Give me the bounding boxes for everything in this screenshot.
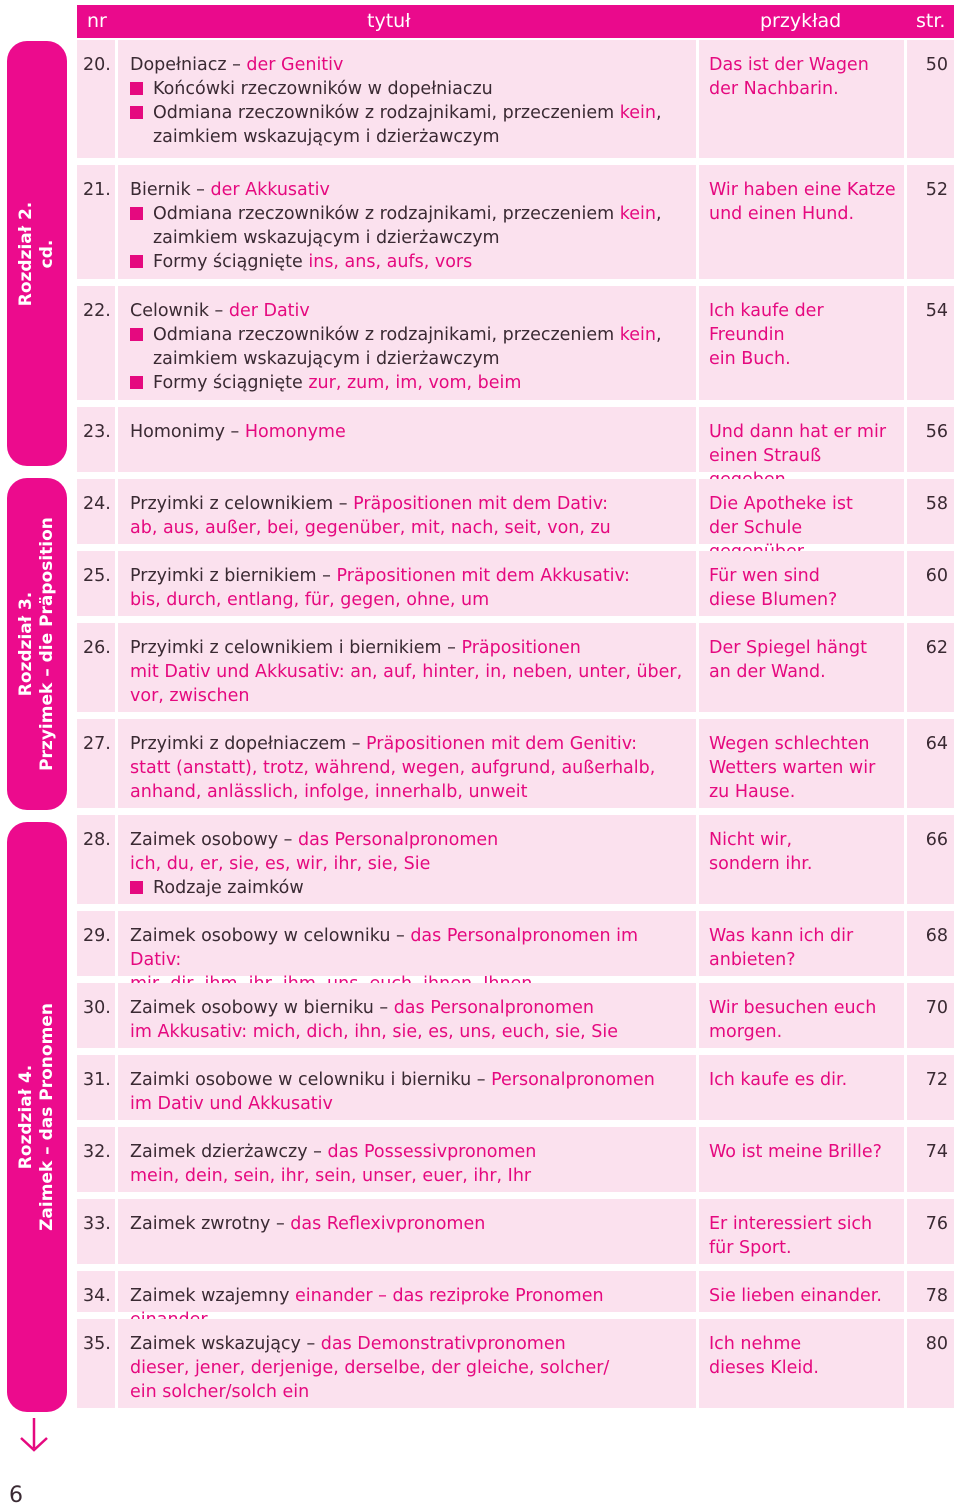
row-example [699, 815, 904, 904]
row-example [699, 1127, 904, 1192]
title-line [130, 202, 686, 226]
example-line: der Nachbarin. [709, 79, 839, 99]
example-line: Ich kaufe der Freundin [709, 301, 824, 345]
title-text-de: kein [619, 325, 656, 345]
title-line [130, 125, 686, 149]
example-line: Wir haben eine Katze [709, 180, 896, 200]
example-line: Wir besuchen euch [709, 998, 877, 1018]
table-row [77, 1127, 954, 1192]
chapter-tab-4-title: Rozdział 4. [16, 1064, 36, 1170]
row-number: 32. [77, 1127, 115, 1192]
title-line [130, 996, 686, 1020]
table-row [77, 1199, 954, 1264]
title-text-pl: Formy ściągnięte [153, 373, 309, 393]
page-number: 6 [9, 1483, 23, 1508]
example-line: Das ist der Wagen [709, 55, 869, 75]
example-line: sondern ihr. [709, 854, 813, 874]
example-line: Ich nehme [709, 1334, 802, 1354]
row-number: 31. [77, 1055, 115, 1120]
contents-table [77, 40, 954, 1415]
example-line: Wo ist meine Brille? [709, 1142, 882, 1162]
row-title [118, 1199, 696, 1264]
title-text-pl: , [656, 103, 662, 123]
title-text-de: mit Dativ und Akkusativ: an, auf, hinter, in, neben, unter, über, [130, 662, 683, 682]
table-row [77, 911, 954, 976]
title-text-pl: Formy ściągnięte [153, 252, 309, 272]
title-text-pl: Zaimek osobowy w bierniku – [130, 998, 394, 1018]
row-page: 54 [907, 286, 954, 400]
example-line: Und dann hat er mir [709, 422, 887, 442]
title-line [130, 1380, 686, 1404]
row-example [699, 719, 904, 808]
example-line: einen Strauß [709, 446, 822, 466]
title-text-pl: Biernik – [130, 180, 211, 200]
title-text-de: der Dativ [228, 301, 310, 321]
arrow-down-icon [17, 1418, 51, 1454]
title-line [130, 347, 686, 371]
header-przyklad: przykład [760, 10, 842, 32]
title-line [130, 924, 686, 972]
bullet-square-icon [130, 106, 143, 119]
example-line: Wegen schlechten [709, 734, 870, 754]
title-text-de: ins, ans, aufs, vors [308, 252, 473, 272]
title-line [130, 828, 686, 852]
header-tytul: tytuł [367, 10, 411, 32]
title-line [130, 1068, 686, 1092]
title-text-de: ein solcher/solch ein [130, 1382, 310, 1402]
chapter-tab-2 [7, 41, 67, 466]
title-text-de: Personalpronomen [491, 1070, 655, 1090]
example-line: Sie lieben einander. [709, 1286, 882, 1306]
example-line: morgen. [709, 1022, 783, 1042]
table-row [77, 623, 954, 712]
chapter-tab-2-subtitle: cd. [37, 239, 57, 268]
example-line: Ich kaufe es dir. [709, 1070, 848, 1090]
row-number: 25. [77, 551, 115, 616]
row-number: 29. [77, 911, 115, 976]
example-line: an der Wand. [709, 662, 826, 682]
title-text-pl: , [656, 204, 662, 224]
bullet-square-icon [130, 376, 143, 389]
row-number: 22. [77, 286, 115, 400]
row-page: 62 [907, 623, 954, 712]
title-line [130, 780, 686, 804]
title-text-pl: Zaimek osobowy w celowniku – [130, 926, 411, 946]
row-example [699, 1199, 904, 1264]
title-text-de: zur, zum, im, vom, beim [308, 373, 522, 393]
example-line: Die Apotheke ist [709, 494, 853, 514]
row-page: 74 [907, 1127, 954, 1192]
row-number: 21. [77, 165, 115, 279]
title-text-de: der Akkusativ [210, 180, 330, 200]
title-text-pl: Zaimek zwrotny – [130, 1214, 291, 1234]
title-line [130, 636, 686, 660]
title-line [130, 250, 686, 274]
row-title [118, 815, 696, 904]
title-text-pl: Dopełniacz – [130, 55, 247, 75]
title-text-de: statt (anstatt), trotz, während, wegen, aufgrund, außerhalb, [130, 758, 656, 778]
title-line [130, 516, 686, 540]
title-text-pl: zaimkiem wskazującym i dzierżawczym [153, 349, 500, 369]
row-title [118, 479, 696, 544]
row-page: 66 [907, 815, 954, 904]
title-line [130, 1140, 686, 1164]
row-page: 70 [907, 983, 954, 1048]
row-number: 23. [77, 407, 115, 472]
table-row [77, 407, 954, 472]
title-line [130, 1020, 686, 1044]
title-text-de: einander – das reziproke Pronomen [295, 1286, 604, 1306]
title-line [130, 756, 686, 780]
title-text-pl: Zaimki osobowe w celowniku i bierniku – [130, 1070, 492, 1090]
title-text-pl: Rodzaje zaimków [153, 878, 304, 898]
example-line: Wetters warten wir [709, 758, 876, 778]
row-title [118, 551, 696, 616]
row-title [118, 1055, 696, 1120]
title-line [130, 1356, 686, 1380]
table-row [77, 1271, 954, 1312]
row-title [118, 623, 696, 712]
title-line [130, 226, 686, 250]
example-line: dieses Kleid. [709, 1358, 819, 1378]
chapter-tab-4-subtitle: Zaimek – das Pronomen [37, 1003, 57, 1231]
table-row [77, 1319, 954, 1408]
row-example [699, 1271, 904, 1312]
title-line [130, 77, 686, 101]
example-line: zu Hause. [709, 782, 796, 802]
chapter-tab-3-subtitle: Przyimek – die Präposition [37, 517, 57, 771]
title-text-de: das Reflexivpronomen [290, 1214, 486, 1234]
table-row [77, 719, 954, 808]
title-text-de: ab, aus, außer, bei, gegenüber, mit, nach, seit, von, zu [130, 518, 611, 538]
row-example [699, 479, 904, 544]
example-line: Der Spiegel hängt [709, 638, 868, 658]
example-line: Nicht wir, [709, 830, 793, 850]
title-line [130, 876, 686, 900]
row-number: 35. [77, 1319, 115, 1408]
example-line: und einen Hund. [709, 204, 855, 224]
table-row [77, 815, 954, 904]
example-line: ein Buch. [709, 349, 791, 369]
title-text-de: das Possessivpronomen [327, 1142, 537, 1162]
example-line: für Sport. [709, 1238, 792, 1258]
row-title [118, 1319, 696, 1408]
title-text-de: kein [619, 204, 656, 224]
row-title [118, 407, 696, 472]
row-example [699, 551, 904, 616]
title-text-pl: Przyimki z celownikiem – [130, 494, 354, 514]
title-text-pl: Zaimek wzajemny [130, 1286, 295, 1306]
title-line [130, 564, 686, 588]
title-text-de: das Personalpronomen im Dativ: [130, 926, 639, 970]
title-line [130, 53, 686, 77]
table-row [77, 40, 954, 158]
bullet-square-icon [130, 207, 143, 220]
example-line: Was kann ich dir [709, 926, 854, 946]
row-page: 68 [907, 911, 954, 976]
title-text-de: das Personalpronomen [393, 998, 594, 1018]
title-text-de: dieser, jener, derjenige, derselbe, der gleiche, solcher/ [130, 1358, 610, 1378]
table-row [77, 165, 954, 279]
row-page: 52 [907, 165, 954, 279]
title-text-de: im Dativ und Akkusativ [130, 1094, 333, 1114]
row-page: 72 [907, 1055, 954, 1120]
title-line [130, 178, 686, 202]
title-text-de: Präpositionen mit dem Akkusativ: [336, 566, 630, 586]
table-row [77, 286, 954, 400]
row-title [118, 983, 696, 1048]
title-text-de: Homonyme [244, 422, 346, 442]
title-text-de: Präpositionen mit dem Dativ: [353, 494, 609, 514]
row-example [699, 407, 904, 472]
row-number: 34. [77, 1271, 115, 1312]
chapter-tab-4 [7, 822, 67, 1412]
row-number: 28. [77, 815, 115, 904]
table-row [77, 551, 954, 616]
table-row [77, 983, 954, 1048]
title-text-pl: zaimkiem wskazującym i dzierżawczym [153, 228, 500, 248]
title-line [130, 371, 686, 395]
title-text-pl: Przyimki z celownikiem i biernikiem – [130, 638, 462, 658]
row-example [699, 983, 904, 1048]
title-line [130, 660, 686, 684]
example-line: Er interessiert sich [709, 1214, 873, 1234]
row-example [699, 623, 904, 712]
title-text-pl: Zaimek wskazujący – [130, 1334, 321, 1354]
title-text-de: vor, zwischen [130, 686, 250, 706]
title-text-pl: zaimkiem wskazującym i dzierżawczym [153, 127, 500, 147]
row-title [118, 911, 696, 976]
title-text-de: Präpositionen [461, 638, 581, 658]
title-text-de: ich, du, er, sie, es, wir, ihr, sie, Sie [130, 854, 431, 874]
title-text-de: kein [619, 103, 656, 123]
title-text-pl: Przyimki z dopełniaczem – [130, 734, 367, 754]
bullet-square-icon [130, 255, 143, 268]
title-line [130, 684, 686, 708]
row-example [699, 286, 904, 400]
table-row [77, 479, 954, 544]
example-line: der Schule [709, 518, 803, 538]
title-text-de: bis, durch, entlang, für, gegen, ohne, um [130, 590, 490, 610]
chapter-tab-3 [7, 478, 67, 810]
row-example [699, 1319, 904, 1408]
title-line [130, 1164, 686, 1188]
title-text-de: Präpositionen mit dem Genitiv: [366, 734, 638, 754]
title-line [130, 588, 686, 612]
title-text-pl: Końcówki rzeczowników w dopełniaczu [153, 79, 493, 99]
row-page: 56 [907, 407, 954, 472]
title-text-de: das Personalpronomen [297, 830, 499, 850]
bullet-square-icon [130, 881, 143, 894]
title-text-pl: Zaimek osobowy – [130, 830, 298, 850]
title-line [130, 852, 686, 876]
row-page: 76 [907, 1199, 954, 1264]
row-page: 78 [907, 1271, 954, 1312]
row-number: 30. [77, 983, 115, 1048]
row-title [118, 719, 696, 808]
title-line [130, 101, 686, 125]
title-text-pl: Zaimek dzierżawczy – [130, 1142, 328, 1162]
title-line [130, 323, 686, 347]
row-title [118, 1127, 696, 1192]
title-text-pl: Odmiana rzeczowników z rodzajnikami, przeczeniem [153, 325, 620, 345]
table-header [77, 5, 954, 38]
title-text-de: im Akkusativ: mich, dich, ihn, sie, es, uns, euch, sie, Sie [130, 1022, 619, 1042]
title-text-pl: Homonimy – [130, 422, 245, 442]
chapter-tab-3-title: Rozdział 3. [16, 591, 36, 697]
row-number: 33. [77, 1199, 115, 1264]
title-text-pl: Odmiana rzeczowników z rodzajnikami, przeczeniem [153, 103, 620, 123]
table-row [77, 1055, 954, 1120]
row-title [118, 40, 696, 158]
row-number: 27. [77, 719, 115, 808]
title-text-de: anhand, anlässlich, infolge, innerhalb, unweit [130, 782, 528, 802]
title-text-pl: , [656, 325, 662, 345]
title-line [130, 1212, 686, 1236]
bullet-square-icon [130, 328, 143, 341]
title-text-de: das Demonstrativpronomen [320, 1334, 566, 1354]
example-line: anbieten? [709, 950, 796, 970]
row-number: 20. [77, 40, 115, 158]
row-example [699, 1055, 904, 1120]
title-text-pl: Odmiana rzeczowników z rodzajnikami, przeczeniem [153, 204, 620, 224]
example-line: diese Blumen? [709, 590, 838, 610]
title-line [130, 492, 686, 516]
header-str: str. [916, 10, 946, 32]
row-page: 64 [907, 719, 954, 808]
row-page: 50 [907, 40, 954, 158]
title-line [130, 732, 686, 756]
title-line [130, 299, 686, 323]
title-text-pl: Przyimki z biernikiem – [130, 566, 337, 586]
row-page: 80 [907, 1319, 954, 1408]
example-line: Für wen sind [709, 566, 820, 586]
row-title [118, 165, 696, 279]
title-line [130, 1092, 686, 1116]
title-text-pl: Celownik – [130, 301, 229, 321]
row-example [699, 40, 904, 158]
chapter-tab-2-title: Rozdział 2. [16, 201, 36, 306]
row-example [699, 911, 904, 976]
row-page: 60 [907, 551, 954, 616]
bullet-square-icon [130, 82, 143, 95]
title-line [130, 1332, 686, 1356]
row-number: 24. [77, 479, 115, 544]
row-page: 58 [907, 479, 954, 544]
title-line [130, 420, 686, 444]
row-example [699, 165, 904, 279]
title-text-de: der Genitiv [246, 55, 344, 75]
header-nr: nr [87, 10, 107, 32]
title-text-de: mein, dein, sein, ihr, sein, unser, euer, ihr, Ihr [130, 1166, 532, 1186]
row-title [118, 286, 696, 400]
row-number: 26. [77, 623, 115, 712]
row-title [118, 1271, 696, 1312]
